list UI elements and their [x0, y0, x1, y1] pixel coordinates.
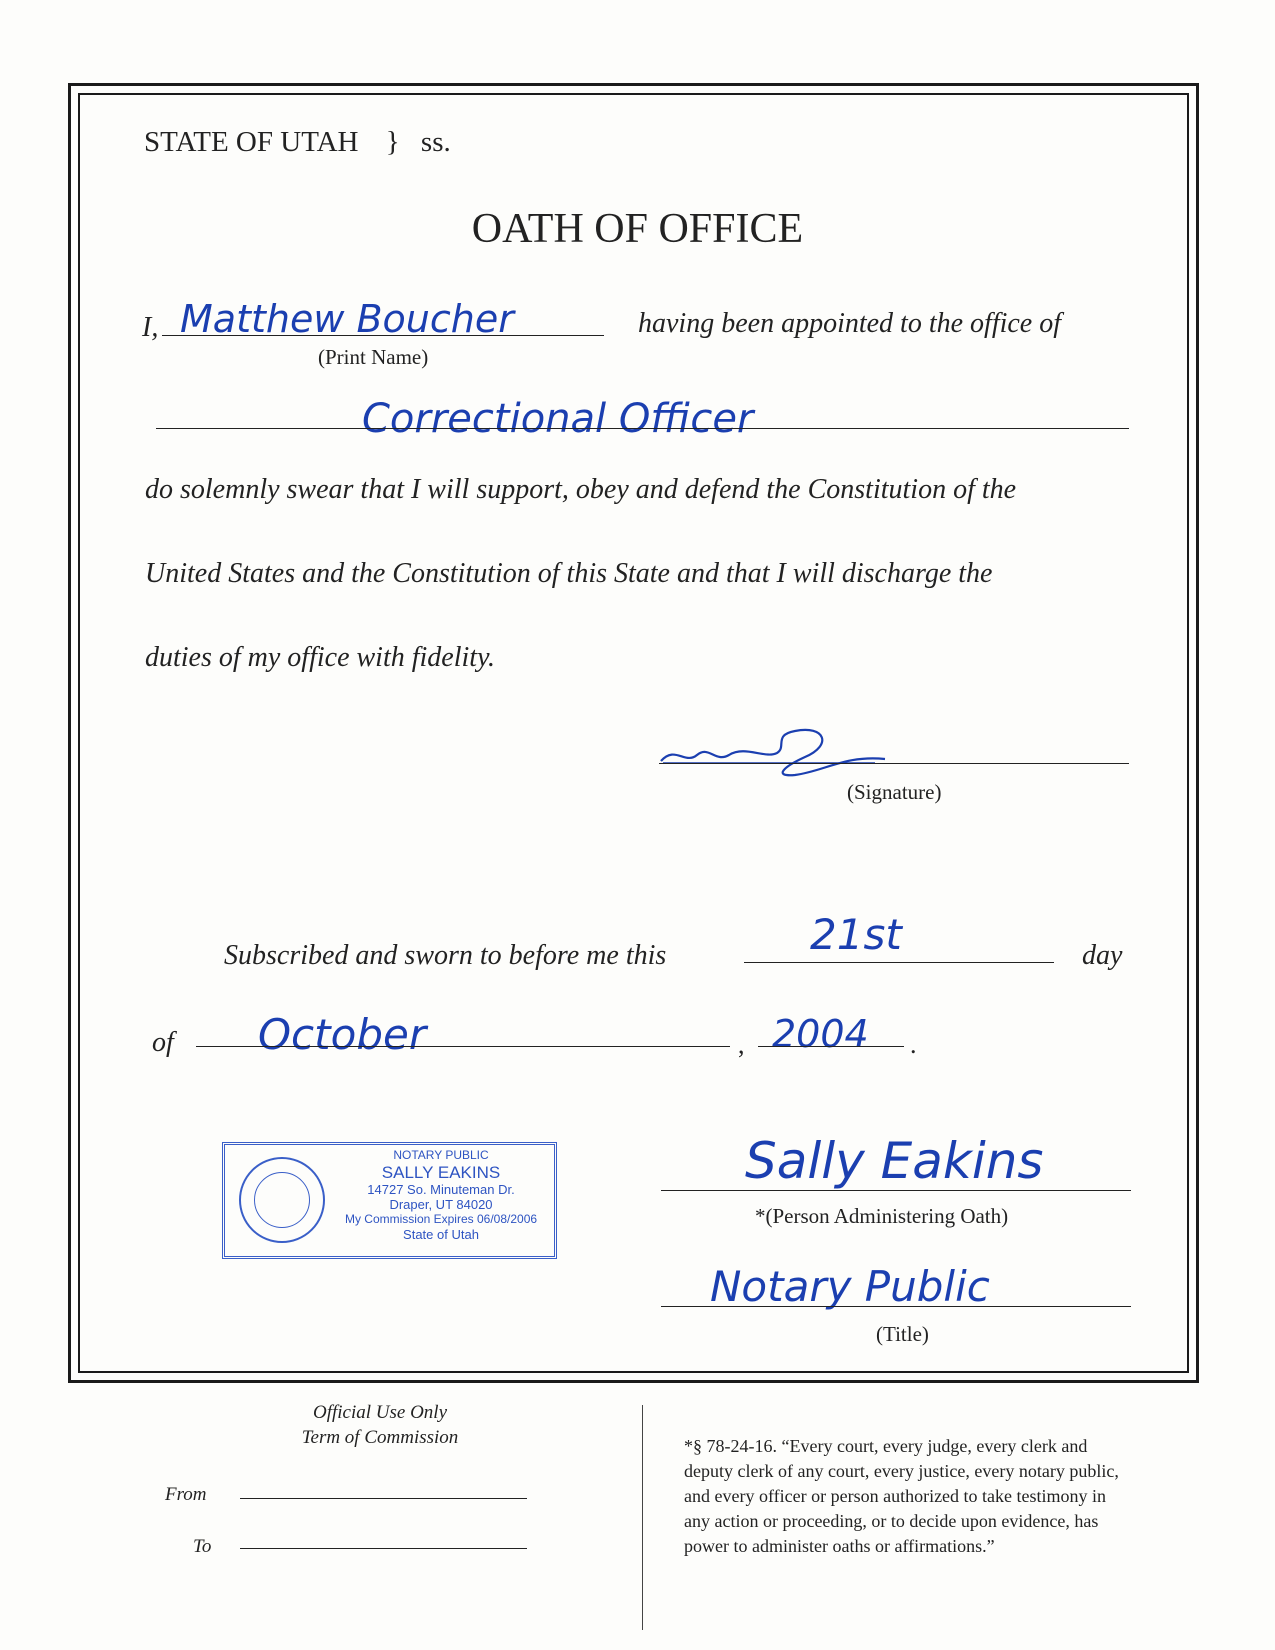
oath-prefix: I, — [142, 312, 159, 343]
signature-line — [659, 763, 1129, 764]
print-name-caption: (Print Name) — [318, 345, 429, 369]
page-title: OATH OF OFFICE — [471, 206, 804, 252]
oath-body-line-1: do solemnly swear that I will support, obey and defend the Constitution of the — [145, 474, 1017, 505]
stamp-line-4: Draper, UT 84020 — [389, 1197, 493, 1212]
stamp-line-6: State of Utah — [403, 1227, 479, 1242]
footnote-line-4: any action or proceeding, or to decide upon evidence, has — [684, 1511, 1099, 1531]
ss-label: ss. — [420, 126, 451, 158]
period: . — [910, 1030, 917, 1059]
signature-caption: (Signature) — [847, 780, 942, 804]
from-field[interactable] — [240, 1498, 527, 1499]
year-line — [758, 1046, 904, 1047]
printed-name-handwritten: Matthew Boucher — [180, 297, 514, 341]
oath-body-line-2: United States and the Constitution of this State and that I will discharge the — [145, 558, 993, 589]
sworn-text: Subscribed and sworn to before me this — [224, 940, 667, 971]
state-label: STATE OF UTAH — [144, 126, 359, 158]
official-use-line-1: Official Use Only — [312, 1402, 448, 1423]
administrator-caption: *(Person Administering Oath) — [755, 1204, 1009, 1228]
title-line — [661, 1306, 1131, 1307]
stamp-line-5: My Commission Expires 06/08/2006 — [344, 1212, 538, 1226]
footer-divider — [642, 1405, 643, 1630]
statute-footnote — [684, 1434, 1119, 1559]
month-line — [196, 1046, 730, 1047]
name-line — [162, 335, 604, 336]
state-seal-icon — [239, 1157, 325, 1243]
of-label: of — [152, 1027, 174, 1058]
title-handwritten: Notary Public — [710, 1262, 990, 1311]
day-handwritten: 21st — [810, 910, 902, 959]
day-line — [744, 962, 1054, 963]
state-header — [144, 126, 451, 159]
stamp-line-3: 14727 So. Minuteman Dr. — [367, 1182, 515, 1197]
day-label: day — [1082, 940, 1123, 971]
administrator-line — [661, 1190, 1131, 1191]
footnote-line-5: power to administer oaths or affirmations.” — [684, 1536, 995, 1556]
office-handwritten: Correctional Officer — [362, 396, 754, 442]
notary-stamp — [222, 1142, 557, 1259]
footnote-line-3: and every officer or person authorized to take testimony in — [684, 1486, 1107, 1506]
appointed-text: having been appointed to the office of — [638, 308, 1062, 339]
brace: } — [385, 126, 400, 158]
comma: , — [738, 1030, 745, 1059]
footnote-line-1: *§ 78-24-16. “Every court, every judge, every clerk and — [684, 1436, 1088, 1456]
official-use-heading — [230, 1400, 530, 1450]
to-label: To — [193, 1536, 212, 1557]
stamp-line-1: NOTARY PUBLIC — [393, 1148, 489, 1162]
signature-scribble — [655, 715, 895, 785]
title-caption: (Title) — [876, 1322, 929, 1346]
from-label: From — [165, 1484, 207, 1505]
oath-body-line-3: duties of my office with fidelity. — [145, 642, 495, 673]
footnote-line-2: deputy clerk of any court, every justice, every notary public, — [684, 1461, 1119, 1481]
month-handwritten: October — [258, 1010, 427, 1059]
office-line — [156, 428, 1129, 429]
official-use-line-2: Term of Commission — [301, 1427, 459, 1448]
to-field[interactable] — [240, 1548, 527, 1549]
administrator-signature-handwritten: Sally Eakins — [745, 1132, 1044, 1190]
year-handwritten: 2004 — [772, 1012, 869, 1056]
stamp-line-2: SALLY EAKINS — [381, 1163, 501, 1182]
